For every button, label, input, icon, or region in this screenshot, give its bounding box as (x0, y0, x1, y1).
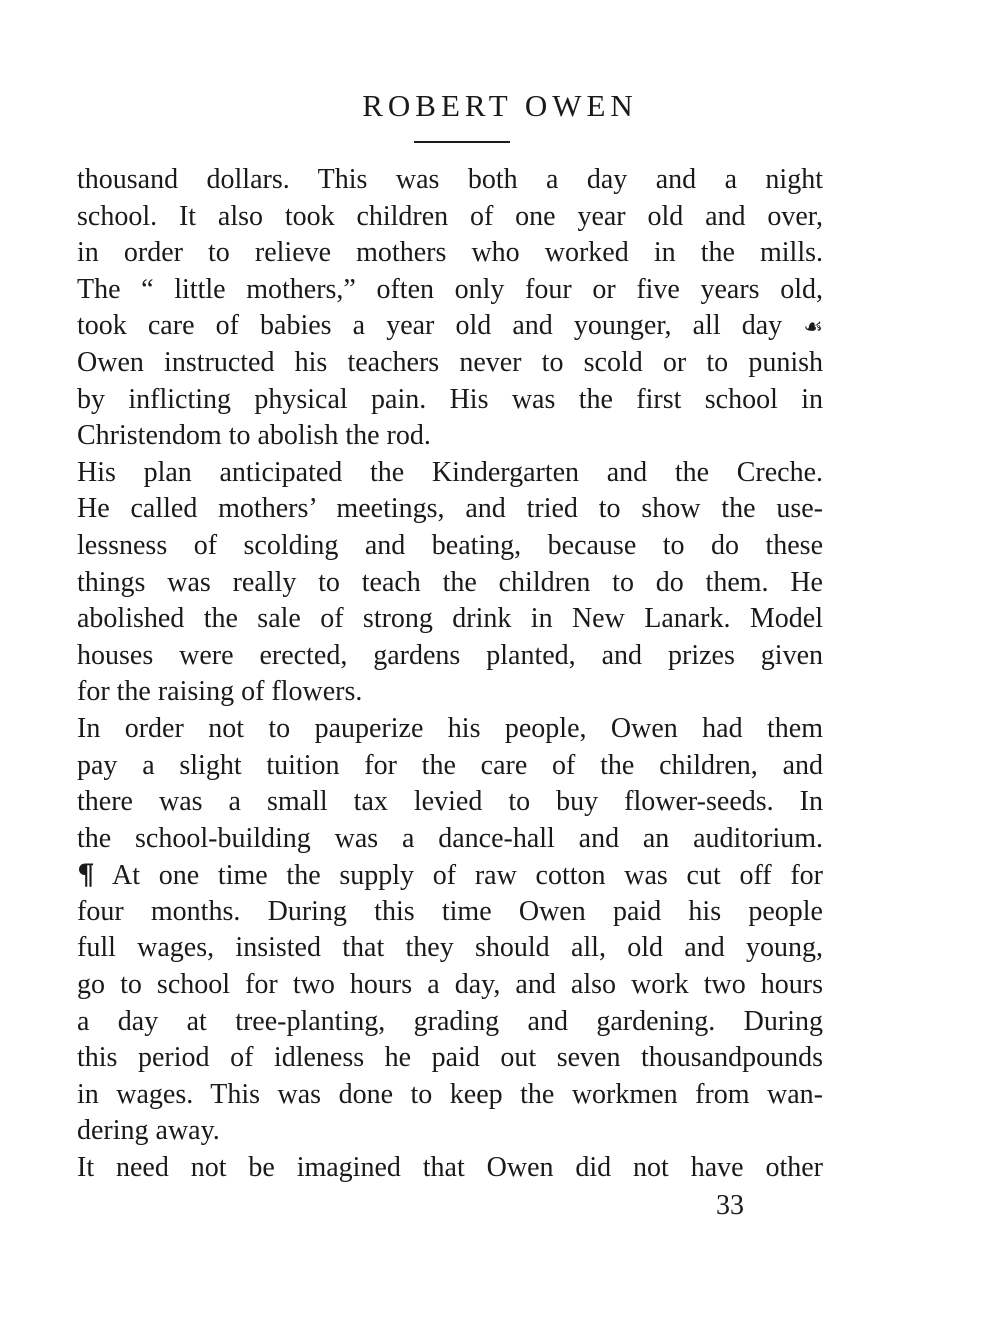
text-line (77, 272, 823, 309)
head-rule (414, 141, 510, 143)
text-line-content: In order not to pauperize his people, Owen had them (77, 712, 823, 744)
text-line (77, 638, 823, 675)
text-line (77, 455, 823, 492)
text-line (77, 711, 823, 748)
text-line-content: He called mothers’ meetings, and tried to show the use- (77, 493, 823, 525)
text-line-content: The “ little mothers,” often only four or five years old, (77, 273, 823, 305)
text-line (77, 784, 823, 821)
text-line-content: lessness of scolding and beating, because to do these (77, 529, 823, 561)
text-line (77, 308, 823, 345)
body-text (77, 162, 823, 1187)
pilcrow-icon: ¶ (77, 858, 95, 892)
text-line (77, 857, 823, 894)
text-line (77, 345, 823, 382)
page-number: 33 (716, 1190, 744, 1221)
text-line (77, 418, 823, 455)
text-line (77, 528, 823, 565)
text-line-content: the school-building was a dance-hall and an auditorium. (77, 822, 823, 854)
leaf-ornament-icon: ☙ (803, 315, 823, 341)
text-line-content: a day at tree-planting, grading and gardening. During (77, 1005, 823, 1037)
text-line-content: took care of babies a year old and younger, all day (77, 310, 783, 342)
text-line (77, 162, 823, 199)
text-line-content: in wages. This was done to keep the workmen from wan- (77, 1078, 823, 1110)
text-line (77, 1077, 823, 1114)
text-line (77, 1040, 823, 1077)
text-line-content: His plan anticipated the Kindergarten and the Creche. (77, 456, 823, 488)
text-line-content: thousand dollars. This was both a day and a night (77, 164, 823, 195)
text-line-content: Christendom to abolish the rod. (77, 420, 431, 452)
text-line (77, 1150, 823, 1187)
text-line-content: houses were erected, gardens planted, and prizes given (77, 639, 823, 671)
text-line-content: abolished the sale of strong drink in New Lanark. Model (77, 603, 823, 635)
text-line-content: pay a slight tuition for the care of the children, and (77, 749, 823, 781)
text-line (77, 894, 823, 931)
text-line-content: dering away. (77, 1115, 220, 1147)
text-line-content: in order to relieve mothers who worked in the mills. (77, 237, 823, 269)
text-line-content: At one time the supply of raw cotton was cut off for (112, 860, 823, 892)
text-line (77, 674, 823, 711)
text-line (77, 1004, 823, 1041)
text-line (77, 565, 823, 602)
text-line-content: full wages, insisted that they should all, old and young, (77, 932, 823, 964)
text-line (77, 382, 823, 419)
text-line-content: there was a small tax levied to buy flower-seeds. In (77, 786, 823, 818)
running-head: ROBERT OWEN (362, 88, 638, 123)
text-line (77, 491, 823, 528)
text-line-content: school. It also took children of one year old and over, (77, 200, 823, 232)
text-line-content: four months. During this time Owen paid his people (77, 895, 823, 927)
text-line (77, 967, 823, 1004)
text-line-content: by inflicting physical pain. His was the first school in (77, 383, 823, 415)
text-line-content: things was really to teach the children to do them. He (77, 566, 823, 598)
text-line (77, 199, 823, 236)
text-line-content: It need not be imagined that Owen did not have other (77, 1152, 823, 1184)
text-line (77, 930, 823, 967)
text-line-content: go to school for two hours a day, and also work two hours (77, 969, 823, 1001)
text-line (77, 821, 823, 858)
text-line (77, 235, 823, 272)
text-line (77, 1113, 823, 1150)
text-line-content: this period of idleness he paid out seven thousandpounds (77, 1042, 823, 1074)
text-line (77, 748, 823, 785)
text-line-content: for the raising of flowers. (77, 676, 363, 708)
text-line (77, 601, 823, 638)
text-line-content: Owen instructed his teachers never to scold or to punish (77, 346, 823, 378)
